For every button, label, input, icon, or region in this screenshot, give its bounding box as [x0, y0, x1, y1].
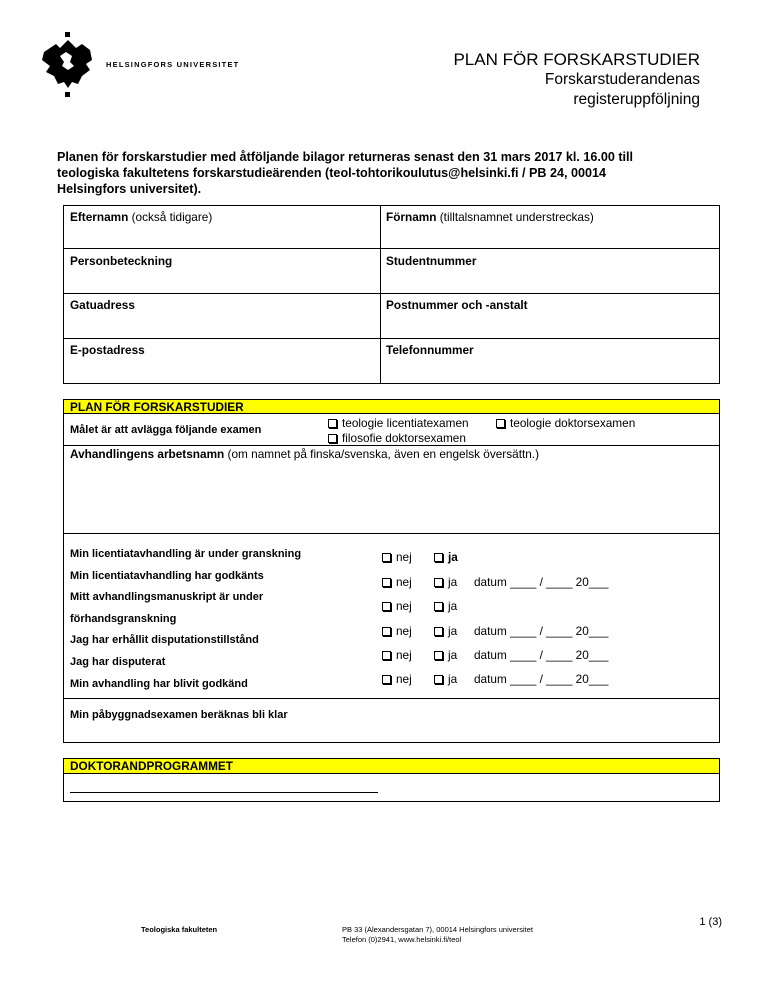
thesis-title-field[interactable]: Avhandlingens arbetsnamn (om namnet på finska/svenska, även en engelsk översättn.) [70, 447, 540, 461]
field-gatuadress[interactable]: Gatuadress [70, 298, 135, 312]
footer-faculty: Teologiska fakulteten [141, 925, 218, 934]
document-header [453, 50, 700, 110]
checkbox-icon[interactable] [434, 602, 443, 611]
checkbox-icon[interactable] [382, 602, 391, 611]
status-yes-option[interactable]: ja [434, 550, 458, 564]
date-field[interactable]: datum ____ / ____ 20___ [474, 648, 609, 662]
status-yes-option[interactable]: ja [434, 599, 457, 613]
option-dr-teol[interactable]: teologie doktorsexamen [496, 416, 635, 430]
status-yes-option[interactable]: ja [434, 648, 457, 662]
footer-address-line: Telefon (0)2941, www.helsinki.fi/teol [342, 935, 462, 944]
checkbox-icon[interactable] [434, 627, 443, 636]
checkbox-icon[interactable] [382, 675, 391, 684]
university-name: HELSINGFORS UNIVERSITET [106, 60, 240, 69]
status-label: förhandsgranskning [70, 613, 177, 625]
status-label: Min licentiatavhandling har godkänts [70, 570, 264, 582]
field-studentnummer[interactable]: Studentnummer [386, 254, 477, 268]
intro-line: Helsingfors universitet). [57, 182, 202, 196]
checkbox-icon[interactable] [382, 578, 391, 587]
status-label: Jag har disputerat [70, 656, 166, 668]
field-fornamn[interactable]: Förnamn (tilltalsnamnet understreckas) [386, 210, 594, 224]
status-no-option[interactable]: nej [382, 624, 412, 638]
date-field[interactable]: datum ____ / ____ 20___ [474, 672, 609, 686]
status-yes-option[interactable]: ja [434, 672, 457, 686]
status-yes-option[interactable]: ja [434, 624, 457, 638]
date-field[interactable]: datum ____ / ____ 20___ [474, 575, 609, 589]
document-subtitle-line2: registeruppföljning [573, 91, 700, 108]
document-subtitle-line1: Forskarstuderandenas [544, 71, 700, 88]
status-label: Min licentiatavhandling är under granskning [70, 548, 302, 560]
field-epostadress[interactable]: E-postadress [70, 343, 145, 357]
doctoral-programme-input-line[interactable] [70, 792, 378, 793]
field-postnummer[interactable]: Postnummer och -anstalt [386, 298, 528, 312]
intro-text [57, 149, 707, 197]
footer-address [342, 925, 533, 945]
personal-info-table [63, 205, 720, 384]
doctoral-programme-heading: DOKTORANDPROGRAMMET [64, 759, 719, 774]
field-efternamn[interactable]: Efternamn (också tidigare) [70, 210, 213, 224]
checkbox-icon[interactable] [496, 419, 505, 428]
status-no-option[interactable]: nej [382, 550, 412, 564]
option-lic-teol[interactable]: teologie licentiatexamen [328, 416, 469, 430]
doctoral-programme-section [63, 758, 720, 802]
checkbox-icon[interactable] [328, 419, 337, 428]
checkbox-icon[interactable] [434, 651, 443, 660]
status-label: Mitt avhandlingsmanuskript är under [70, 591, 264, 603]
research-plan-section [63, 399, 720, 743]
checkbox-icon[interactable] [382, 651, 391, 660]
postgrad-label: Min påbyggnadsexamen beräknas bli klar [70, 709, 288, 721]
footer-address-line: PB 33 (Alexandersgatan 7), 00014 Helsingfors universitet [342, 925, 533, 934]
status-no-option[interactable]: nej [382, 599, 412, 613]
status-label: Min avhandling har blivit godkänd [70, 678, 248, 690]
status-label: Jag har erhållit disputationstillstånd [70, 634, 259, 646]
field-telefonnummer[interactable]: Telefonnummer [386, 343, 474, 357]
document-title: PLAN FÖR FORSKARSTUDIER [453, 50, 700, 69]
goal-label: Målet är att avlägga följande examen [70, 424, 262, 436]
checkbox-icon[interactable] [434, 553, 443, 562]
university-logo-icon [38, 30, 98, 100]
option-dr-fil[interactable]: filosofie doktorsexamen [328, 431, 466, 445]
checkbox-icon[interactable] [434, 675, 443, 684]
field-personbeteckning[interactable]: Personbeteckning [70, 254, 173, 268]
intro-line: Planen för forskarstudier med åtföljande bilagor returneras senast den 31 mars 2017 kl. 16.00 till [57, 150, 634, 164]
page-number: 1 (3) [699, 916, 722, 928]
status-no-option[interactable]: nej [382, 648, 412, 662]
checkbox-icon[interactable] [382, 553, 391, 562]
checkbox-icon[interactable] [382, 627, 391, 636]
checkbox-icon[interactable] [434, 578, 443, 587]
checkbox-icon[interactable] [328, 434, 337, 443]
date-field[interactable]: datum ____ / ____ 20___ [474, 624, 609, 638]
plan-heading: PLAN FÖR FORSKARSTUDIER [64, 400, 719, 414]
status-no-option[interactable]: nej [382, 575, 412, 589]
status-no-option[interactable]: nej [382, 672, 412, 686]
intro-line: teologiska fakultetens forskarstudieärenden (teol-tohtorikoulutus@helsinki.fi / PB 24, 00014 [57, 166, 607, 180]
status-yes-option[interactable]: ja [434, 575, 457, 589]
